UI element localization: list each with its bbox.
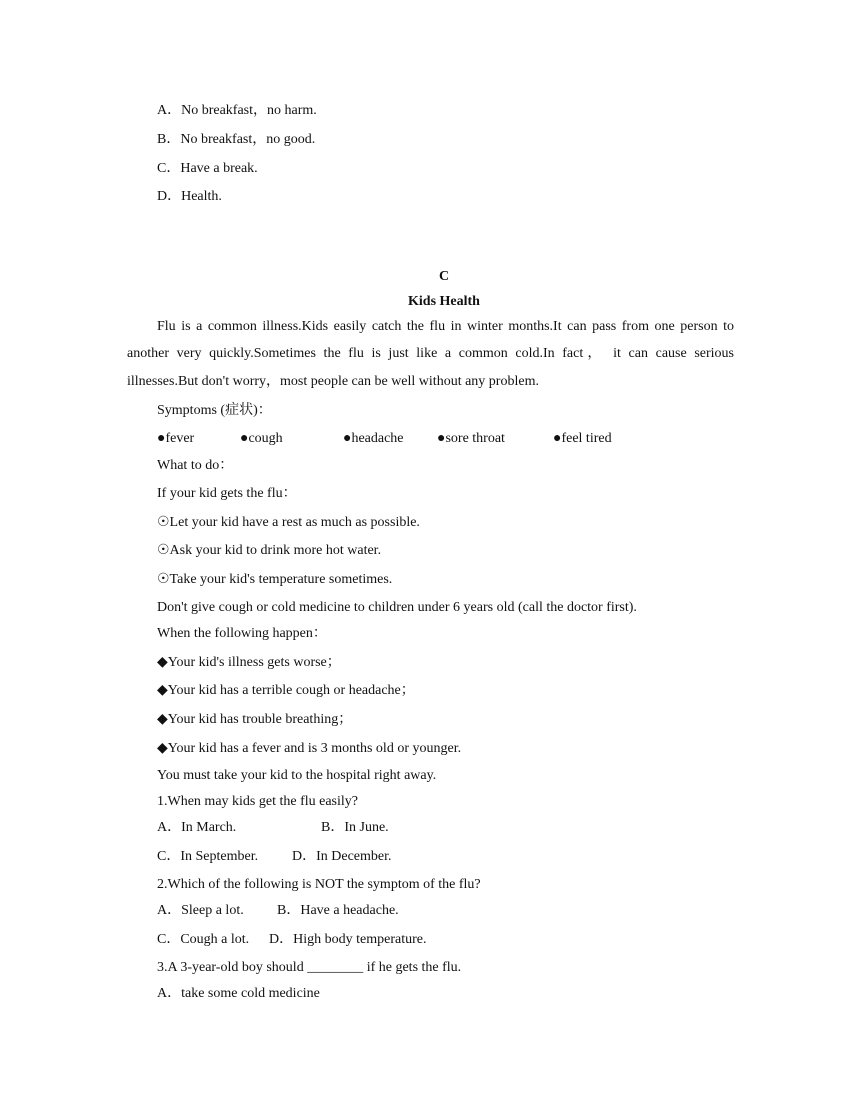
question-3-stem: 3.A 3-year-old boy should ________ if he gets the flu. bbox=[157, 960, 462, 975]
medicine-warning: Don't give cough or cold medicine to children under 6 years old (call the doctor first). bbox=[157, 600, 637, 615]
intro-line-2: another very quickly.Sometimes the flu is just like a common cold.In fact， it can cause serious bbox=[127, 346, 734, 361]
section-letter: C bbox=[438, 269, 450, 284]
condition-fever: ◆Your kid has a fever and is 3 months old or younger. bbox=[157, 741, 462, 756]
question-3-option-a: A．take some cold medicine bbox=[157, 986, 320, 1001]
question-2-option-a: A．Sleep a lot. bbox=[157, 903, 244, 918]
symptom-cough: ●cough bbox=[240, 431, 283, 446]
symptom-feel-tired: ●feel tired bbox=[553, 431, 612, 446]
intro-line-1: Flu is a common illness.Kids easily catch the flu in winter months.It can pass from one person to bbox=[157, 319, 734, 334]
symptom-sore-throat: ●sore throat bbox=[437, 431, 505, 446]
step-rest: ☉Let your kid have a rest as much as possible. bbox=[157, 515, 420, 530]
conclusion: You must take your kid to the hospital right away. bbox=[157, 768, 437, 783]
condition-breathing: ◆Your kid has trouble breathing； bbox=[157, 712, 353, 727]
step-temperature: ☉Take your kid's temperature sometimes. bbox=[157, 572, 393, 587]
symptom-headache: ●headache bbox=[343, 431, 404, 446]
question-1-option-c: C．In September. bbox=[157, 849, 259, 864]
symptom-fever: ●fever bbox=[157, 431, 195, 446]
prev-option-c: C．Have a break. bbox=[157, 161, 258, 176]
if-flu-heading: If your kid gets the flu： bbox=[157, 486, 297, 501]
intro-line-3: illnesses.But don't worry，most people can be well without any problem. bbox=[127, 374, 539, 389]
question-2-option-b: B．Have a headache. bbox=[277, 903, 399, 918]
question-2-option-d: D．High body temperature. bbox=[269, 932, 427, 947]
condition-worse: ◆Your kid's illness gets worse； bbox=[157, 655, 341, 670]
question-1-option-b: B．In June. bbox=[321, 820, 389, 835]
prev-option-b: B．No breakfast，no good. bbox=[157, 132, 316, 147]
when-heading: When the following happen： bbox=[157, 626, 327, 641]
symptoms-heading: Symptoms (症状)： bbox=[157, 403, 272, 418]
question-1-option-a: A．In March. bbox=[157, 820, 237, 835]
question-2-option-c: C．Cough a lot. bbox=[157, 932, 250, 947]
step-water: ☉Ask your kid to drink more hot water. bbox=[157, 543, 382, 558]
prev-option-a: A．No breakfast，no harm. bbox=[157, 103, 317, 118]
question-2-stem: 2.Which of the following is NOT the symptom of the flu? bbox=[157, 877, 481, 892]
prev-option-d: D．Health. bbox=[157, 189, 222, 204]
question-1-stem: 1.When may kids get the flu easily? bbox=[157, 794, 358, 809]
what-to-do-heading: What to do： bbox=[157, 458, 234, 473]
condition-cough: ◆Your kid has a terrible cough or headache； bbox=[157, 683, 415, 698]
passage-title: Kids Health bbox=[408, 294, 480, 309]
question-1-option-d: D．In December. bbox=[292, 849, 392, 864]
